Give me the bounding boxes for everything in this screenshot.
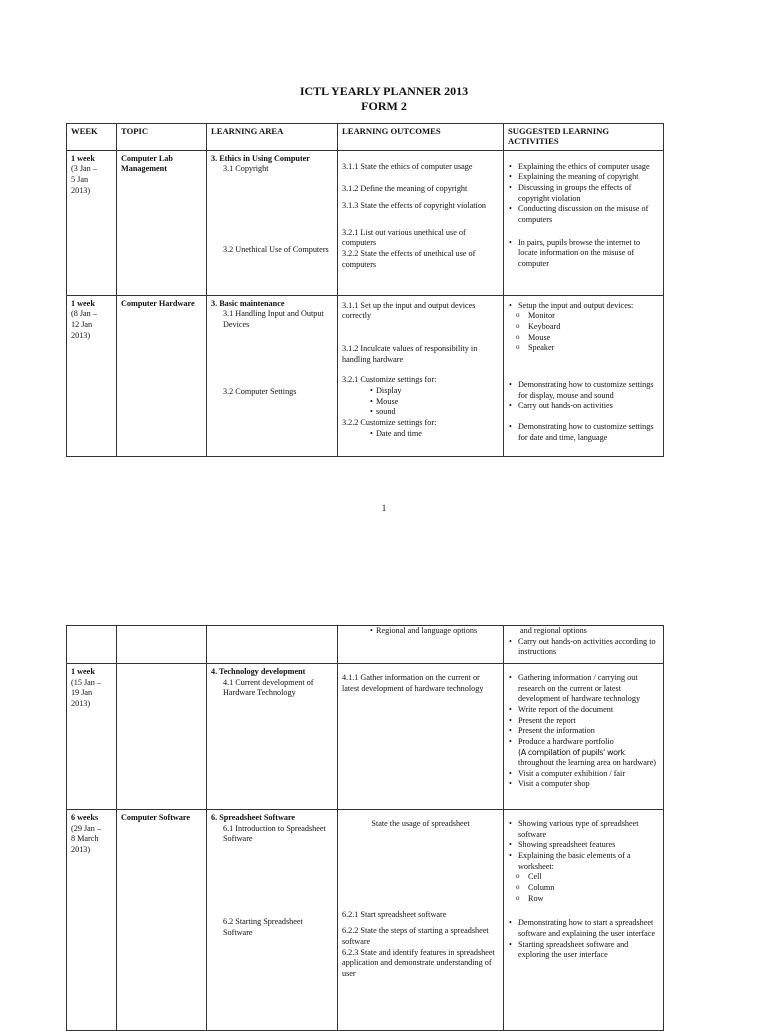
week-cell xyxy=(67,150,117,295)
outcome-item: 3.2.1 List out various unethical use of computers xyxy=(342,227,466,248)
learning-area-cell xyxy=(207,295,338,456)
table-row xyxy=(67,664,664,810)
outcome-subitem: • Regional and language options xyxy=(376,626,499,637)
outcome-item: 3.1.1 State the ethics of computer usage xyxy=(342,161,473,171)
activity-item: • Discussing in groups the effects of copyright violation xyxy=(518,183,659,204)
topic-text: Computer Lab Management xyxy=(121,153,173,174)
activity-subitem: o Cell xyxy=(528,872,659,883)
header-learning-area: LEARNING AREA xyxy=(207,124,338,151)
area-subtopic: 3.2 Unethical Use of Computers xyxy=(223,245,329,255)
outcome-item: 3.2.2 State the effects of unethical use of computers xyxy=(342,249,476,269)
activity-item: • Setup the input and output devices: xyxy=(518,301,659,312)
week-cell xyxy=(67,810,117,1031)
activity-note: throughout the learning area on hardware) xyxy=(518,757,656,767)
learning-outcomes-cell xyxy=(338,295,504,456)
activity-subitem: o Mouse xyxy=(528,333,659,344)
learning-area-cell xyxy=(207,664,338,810)
activity-item: • Starting spreadsheet software and exploring the user interface xyxy=(518,940,659,961)
outcome-item: 3.2.1 Customize settings for: xyxy=(342,375,437,385)
outcome-subitem: • Display xyxy=(376,386,499,397)
week-dates: (8 Jan – 12 Jan 2013) xyxy=(71,309,97,340)
topic-text: Computer Software xyxy=(121,813,191,822)
learning-area-cell xyxy=(207,626,338,664)
outcome-item: 6.2.2 State the steps of starting a spreadsheet software xyxy=(342,926,489,946)
area-title: 6. Spreadsheet Software xyxy=(211,813,296,822)
activity-subitem: o Column xyxy=(528,883,659,894)
table-header-row xyxy=(67,124,664,151)
week-duration: 1 week xyxy=(71,153,95,163)
topic-text: Computer Hardware xyxy=(121,298,195,308)
activity-item: • Carry out hands-on activities xyxy=(518,401,659,412)
learning-outcomes-cell xyxy=(338,626,504,664)
planner-table-page1 xyxy=(66,123,664,457)
activities-cell xyxy=(504,150,664,295)
week-cell xyxy=(67,626,117,664)
planner-table-page2 xyxy=(66,625,664,1031)
activity-item: • Showing various type of spreadsheet software xyxy=(518,819,659,840)
activity-item: • Explaining the basic elements of a worksheet: xyxy=(518,851,659,872)
activities-cell xyxy=(504,626,664,664)
outcome-subitem: • Mouse xyxy=(376,397,499,408)
outcome-item: 6.2.1 Start spreadsheet software xyxy=(342,909,447,919)
header-week: WEEK xyxy=(67,124,117,151)
activity-text: • Produce a hardware portfolio xyxy=(518,736,614,746)
week-cell xyxy=(67,664,117,810)
outcome-subitem: • Date and time xyxy=(376,429,499,440)
table-row xyxy=(67,810,664,1031)
activity-item: • Visit a computer exhibition / fair xyxy=(518,769,659,780)
week-duration: 6 weeks xyxy=(71,813,99,822)
learning-area-cell xyxy=(207,810,338,1031)
topic-cell xyxy=(117,664,207,810)
area-subtopic: 3.1 Handling Input and Output Devices xyxy=(223,309,324,330)
outcome-item: 3.1.2 Inculcate values of responsibility in handling hardware xyxy=(342,344,478,364)
area-subtopic: 3.2 Computer Settings xyxy=(223,386,297,396)
activity-item: • In pairs, pupils browse the internet to locate information on the misuse of computer xyxy=(518,238,659,270)
area-subtopic: 6.2 Starting Spreadsheet Software xyxy=(223,916,303,937)
week-dates: (15 Jan – 19 Jan 2013) xyxy=(71,677,102,708)
topic-cell xyxy=(117,626,207,664)
table-row xyxy=(67,295,664,456)
activity-item: • Demonstrating how to customize settings for date and time, language xyxy=(518,422,659,443)
activity-item: • Explaining the meaning of copyright xyxy=(518,172,659,183)
week-duration: 1 week xyxy=(71,298,95,308)
topic-cell xyxy=(117,295,207,456)
activity-item: • Write report of the document xyxy=(518,705,659,716)
outcome-item: 4.1.1 Gather information on the current or latest development of hardware technology xyxy=(342,673,484,693)
learning-outcomes-cell xyxy=(338,150,504,295)
activity-item: • Conducting discussion on the misuse of computers xyxy=(518,204,659,225)
outcome-subitem: • sound xyxy=(376,407,499,418)
activity-item: • Gathering information / carrying out research on the current or latest development of hardware technology xyxy=(518,673,659,705)
area-subtopic: 6.1 Introduction to Spreadsheet Software xyxy=(223,823,326,844)
area-subtopic: 4.1 Current development of Hardware Technology xyxy=(223,677,314,698)
activity-item xyxy=(518,737,659,769)
activities-cell xyxy=(504,810,664,1031)
learning-area-cell xyxy=(207,150,338,295)
week-cell xyxy=(67,295,117,456)
activity-subitem: o Monitor xyxy=(528,311,659,322)
header-topic: TOPIC xyxy=(117,124,207,151)
outcome-item: 6.2.3 State and identify features in spreadsheet application and demonstrate understanding of user xyxy=(342,947,495,978)
topic-cell xyxy=(117,150,207,295)
document-subtitle: FORM 2 xyxy=(361,99,407,113)
outcome-item: 3.1.1 Set up the input and output devices correctly xyxy=(342,300,476,321)
activity-item: • Demonstrating how to customize settings for display, mouse and sound xyxy=(518,380,659,401)
activity-subitem: o Row xyxy=(528,894,659,905)
topic-cell xyxy=(117,810,207,1031)
activities-cell xyxy=(504,295,664,456)
activities-cell xyxy=(504,664,664,810)
week-dates: (3 Jan – 5 Jan 2013) xyxy=(71,164,97,195)
page-number: 1 xyxy=(381,503,387,513)
week-dates: (29 Jan – 8 March 2013) xyxy=(71,823,102,854)
activity-item: • Showing spreadsheet features xyxy=(518,840,659,851)
outcome-item: 3.1.2 Define the meaning of copyright xyxy=(342,184,468,194)
area-subtopic: 3.1 Copyright xyxy=(223,164,269,174)
outcome-item: 3.1.3 State the effects of copyright violation xyxy=(342,201,487,211)
week-duration: 1 week xyxy=(71,667,95,676)
learning-outcomes-cell xyxy=(338,664,504,810)
activity-item: • Carry out hands-on activities according to instructions xyxy=(518,637,659,658)
activity-item: • Explaining the ethics of computer usage xyxy=(518,162,659,173)
activity-item: • Present the information xyxy=(518,726,659,737)
area-title: 3. Ethics in Using Computer xyxy=(211,153,310,163)
activity-subitem: o Keyboard xyxy=(528,322,659,333)
header-learning-outcomes: LEARNING OUTCOMES xyxy=(338,124,504,151)
activity-continuation: and regional options xyxy=(520,626,587,635)
outcome-item: State the usage of spreadsheet xyxy=(371,819,470,828)
activity-item: • Present the report xyxy=(518,716,659,727)
document-title: ICTL YEARLY PLANNER 2013 xyxy=(299,84,469,98)
table-row xyxy=(67,150,664,295)
activity-note: (A compilation of pupils' work xyxy=(518,747,625,757)
table-row xyxy=(67,626,664,664)
activity-item: • Visit a computer shop xyxy=(518,779,659,790)
activity-subitem: o Speaker xyxy=(528,343,659,354)
learning-outcomes-cell xyxy=(338,810,504,1031)
area-title: 4. Technology development xyxy=(211,667,306,676)
activity-item: • Demonstrating how to start a spreadsheet software and explaining the user interface xyxy=(518,918,659,939)
outcome-item: 3.2.2 Customize settings for: xyxy=(342,418,437,427)
header-suggested-activities: SUGGESTED LEARNING ACTIVITIES xyxy=(504,124,664,151)
area-title: 3. Basic maintenance xyxy=(211,298,285,308)
